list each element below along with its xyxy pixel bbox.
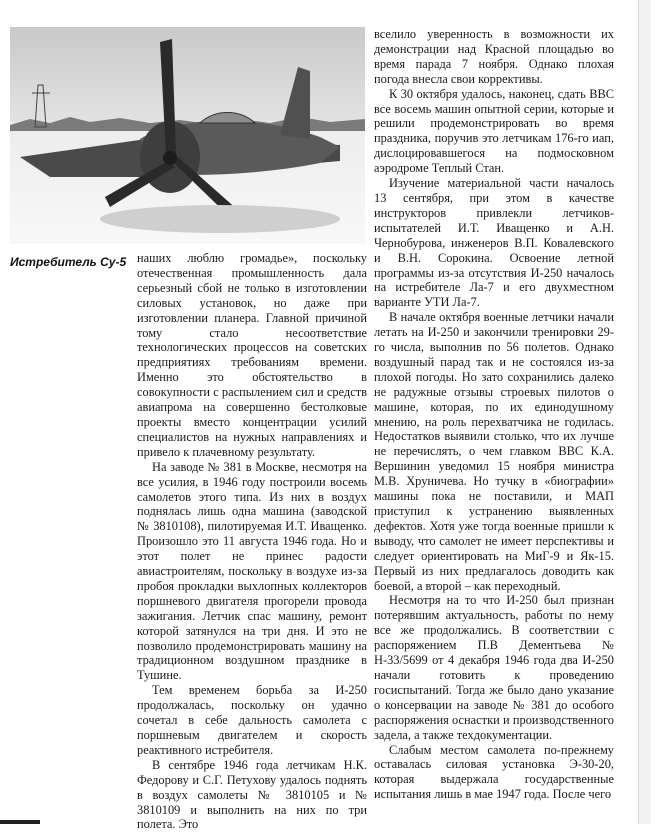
paragraph: Изучение материальной части началось 13 сентября, при этом в качестве инструкторов привлекли летчиков-испытателей И.Т. Иващенко и А.Н. Чернобурова, инженеров В.П. Ковалевского и В.Н. Сорокина. Освоение летной программы из-за отсутствия И-250 началось на истребителе Ла-7 и его двухместном варианте УТИ Ла-7.: [374, 176, 614, 310]
paragraph: На заводе № 381 в Москве, несмотря на все усилия, в 1946 году построили восемь самолетов этого типа. Из них в воздух поднялась лишь одна машина (заводской № 3810108), пилотируемая И.Т. Иващенко. Произошло это 11 августа 1946 года. Но и этот полет не принес радости авиастроителям, поскольку в воздухе из-за пробоя прокладки выхлопных коллекторов поршневого двигателя прогорели провода зажигания. Летчик спас машину, ремонт которой затянулся на три дня. И это не позволило продемонстрировать машину на традиционном воздушном празднике в Тушине.: [137, 459, 367, 683]
paragraph: В начале октября военные летчики начали летать на И-250 и закончили тренировки 29-го числа, выполнив по 56 полетов. Однако воздушный парад так и не состоялся из-за плохой погоды. Но зато сохранились далеко не радужные отзывы строевых пилотов о машине, которая, по их единодушному мнению, на роль перехватчика не годилась. Недостатков выявили столько, что их лучше не перечислять, о чем главком ВВС К.А. Вершинин уведомил 15 ноября министра М.В. Хруничева. Но тучку в «биографии» машины пока не поставили, и МАП приступил к устранению выявленных дефектов. Хотя уже тогда военные пришли к выводу, что самолет не имеет перспективы и следует ориентировать на МиГ-9 и Як-15. Первый из них предлагалось доводить как боевой, а второй – как переходный.: [374, 310, 614, 593]
paragraph: Тем временем борьба за И-250 продолжалась, поскольку он удачно сочетал в себе дальность самолета с поршневым двигателем и скорость реактивного истребителя.: [137, 683, 367, 757]
paragraph: Несмотря на то что И-250 был признан потерявшим актуальность, работы по нему все же продолжались. В соответствии с распоряжением П.В Дементьева № Н-33/5699 от 4 декабря 1946 года два И-250 начали готовить к проведению госиспытаний. Тогда же было дано указание о консервации на заводе № 381 до особого распоряжения оснастки и производственного задела, а также техдокументации.: [374, 593, 614, 742]
photo-caption: Истребитель Су-5: [10, 255, 127, 269]
paragraph: В сентябре 1946 года летчикам Н.К. Федорову и С.Г. Петухову удалось поднять в воздух самолеты № 3810105 и № 3810109 и выполнить на них по три полета. Это: [137, 757, 367, 832]
page-edge: [638, 0, 651, 824]
text-column-middle: [137, 251, 367, 832]
text-column-right: [374, 27, 614, 802]
paragraph: Слабым местом самолета по-прежнему оставалась силовая установка Э-30-20, которая выдержала государственные испытания лишь в мае 1947 года. После чего: [374, 742, 614, 802]
aircraft-photo: [10, 27, 365, 244]
paragraph: наших люблю громадье», поскольку отечественная промышленность дала серьезный сбой не только в изготовлении силовых установок, но даже при изготовлении планера. Главной причиной тому стало несоответствие технологических процессов на советских предприятиях требованиям времени. Именно это обстоятельство в совокупности с распылением сил и средств авиапрома на совершенно бестолковые проекты вместо концентрации усилий специалистов на нужных направлениях и привело к плачевному результату.: [137, 251, 367, 459]
paragraph: К 30 октября удалось, наконец, сдать ВВС все восемь машин опытной серии, которые и решили продемонстрировать во время праздника, поручив это летчикам 176-го иап, дислоцировавшегося на подмосковном аэродроме Теплый Стан.: [374, 86, 614, 176]
page-corner-mark: [0, 820, 40, 824]
su5-fighter-photo-graphic: [10, 27, 365, 244]
paragraph: вселило уверенность в возможности их демонстрации над Красной площадью во время парада 7 ноября. Однако плохая погода внесла свои коррективы.: [374, 27, 614, 86]
